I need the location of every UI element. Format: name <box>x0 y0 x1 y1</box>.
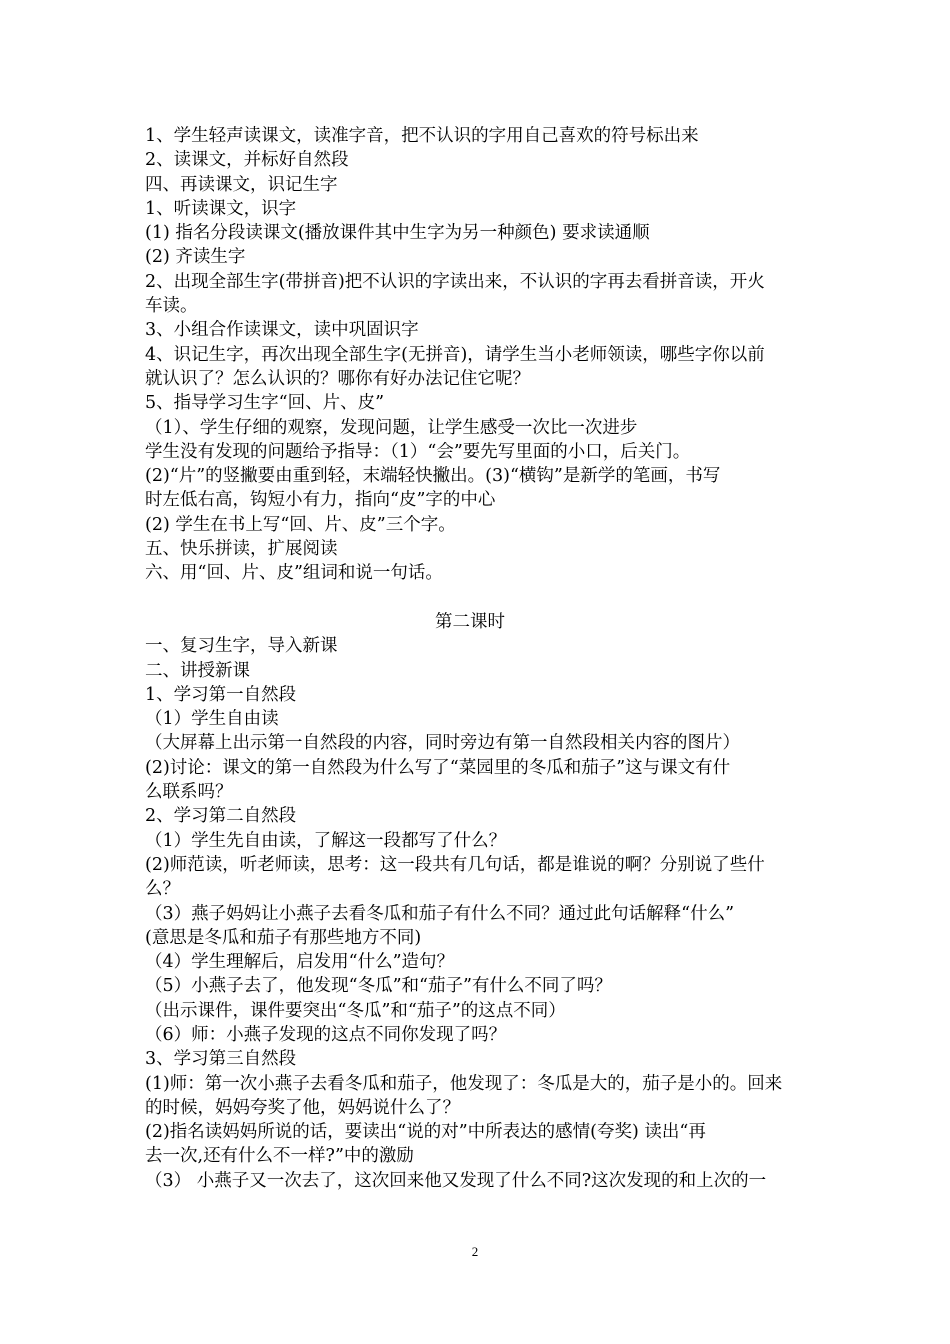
text-line: 1、学习第一自然段 <box>145 684 297 705</box>
section-title: 第二课时 <box>435 611 505 632</box>
text-line: 六、用“回、片、皮”组词和说一句话。 <box>145 563 443 584</box>
text-line: (2) 学生在书上写“回、片、皮”三个字。 <box>145 514 456 535</box>
text-line: 么？ <box>145 879 180 900</box>
text-line: （1）学生先自由读，了解这一段都写了什么？ <box>145 830 507 851</box>
text-line: 车读。 <box>145 296 198 317</box>
text-line: 五、快乐拼读，扩展阅读 <box>145 539 338 560</box>
page-number: 2 <box>471 1244 479 1259</box>
text-line: （1）、学生仔细的观察，发现问题，让学生感受一次比一次进步 <box>145 417 638 438</box>
text-line: （3） 小燕子又一次去了，这次回来他又发现了什么不同?这次发现的和上次的一 <box>145 1170 767 1191</box>
text-line: （3）燕子妈妈让小燕子去看冬瓜和茄子有什么不同？通过此句话解释“什么” <box>145 903 735 924</box>
text-line: (意思是冬瓜和茄子有那些地方不同) <box>145 927 422 948</box>
text-line: 就认识了？怎么认识的？哪你有好办法记住它呢？ <box>145 368 530 389</box>
text-line: （大屏幕上出示第一自然段的内容，同时旁边有第一自然段相关内容的图片） <box>145 733 740 754</box>
text-line: 去一次,还有什么不一样?”中的激励 <box>145 1146 414 1167</box>
text-line: 3、学习第三自然段 <box>145 1049 297 1070</box>
text-line: 5、指导学习生字“回、片、皮” <box>145 393 385 414</box>
text-line: (2) 齐读生字 <box>145 247 246 268</box>
text-line: 的时候，妈妈夸奖了他，妈妈说什么了？ <box>145 1097 460 1118</box>
text-line: （5）小燕子去了，他发现“冬瓜”和“茄子”有什么不同了吗？ <box>145 976 612 997</box>
text-line: (1) 指名分段读课文(播放课件其中生字为另一种颜色) 要求读通顺 <box>145 223 650 244</box>
text-line: (2)讨论：课文的第一自然段为什么写了“菜园里的冬瓜和茄子”这与课文有什 <box>145 757 731 778</box>
text-line: 时左低右高，钩短小有力，指向“皮”字的中心 <box>145 490 496 511</box>
text-line: （出示课件，课件要突出“冬瓜”和“茄子”的这点不同） <box>145 1000 566 1021</box>
text-line: (2)指名读妈妈所说的话，要读出“说的对”中所表达的感情(夸奖) 读出“再 <box>145 1122 706 1143</box>
text-line: 四、再读课文，识记生字 <box>145 174 338 195</box>
text-line: 1、学生轻声读课文，读准字音，把不认识的字用自己喜欢的符号标出来 <box>145 126 699 146</box>
text-line: （6）师：小燕子发现的这点不同你发现了吗？ <box>145 1024 507 1045</box>
text-line: 2、读课文，并标好自然段 <box>145 150 349 171</box>
text-line: 二、讲授新课 <box>145 660 250 681</box>
text-line: (2)师范读，听老师读，思考：这一段共有几句话，都是谁说的啊？分别说了些什 <box>145 854 765 875</box>
text-line: 1、听读课文，识字 <box>145 198 297 219</box>
text-line: 3、小组合作读课文，读中巩固识字 <box>145 320 419 341</box>
document-body <box>145 124 813 1193</box>
text-line: 一、复习生字，导入新课 <box>145 636 338 657</box>
text-line: 2、出现全部生字(带拼音)把不认识的字读出来，不认识的字再去看拼音读，开火 <box>145 271 765 292</box>
text-line: 么联系吗？ <box>145 782 233 803</box>
blank-line <box>145 586 813 610</box>
text-line: (2)“片”的竖撇要由重到轻，末端轻快撇出。(3)“横钩”是新学的笔画，书写 <box>145 466 721 487</box>
text-line: （1）学生自由读 <box>145 709 279 730</box>
text-line: 4、识记生字，再次出现全部生字(无拼音)，请学生当小老师领读，哪些字你以前 <box>145 344 765 365</box>
text-line: 学生没有发现的问题给予指导：（1）“会”要先写里面的小口，后关门。 <box>145 441 691 462</box>
text-line: （4）学生理解后，启发用“什么”造句？ <box>145 952 455 973</box>
text-line: 2、学习第二自然段 <box>145 806 297 827</box>
text-line: (1)师：第一次小燕子去看冬瓜和茄子，他发现了：冬瓜是大的，茄子是小的。回来 <box>145 1073 783 1094</box>
